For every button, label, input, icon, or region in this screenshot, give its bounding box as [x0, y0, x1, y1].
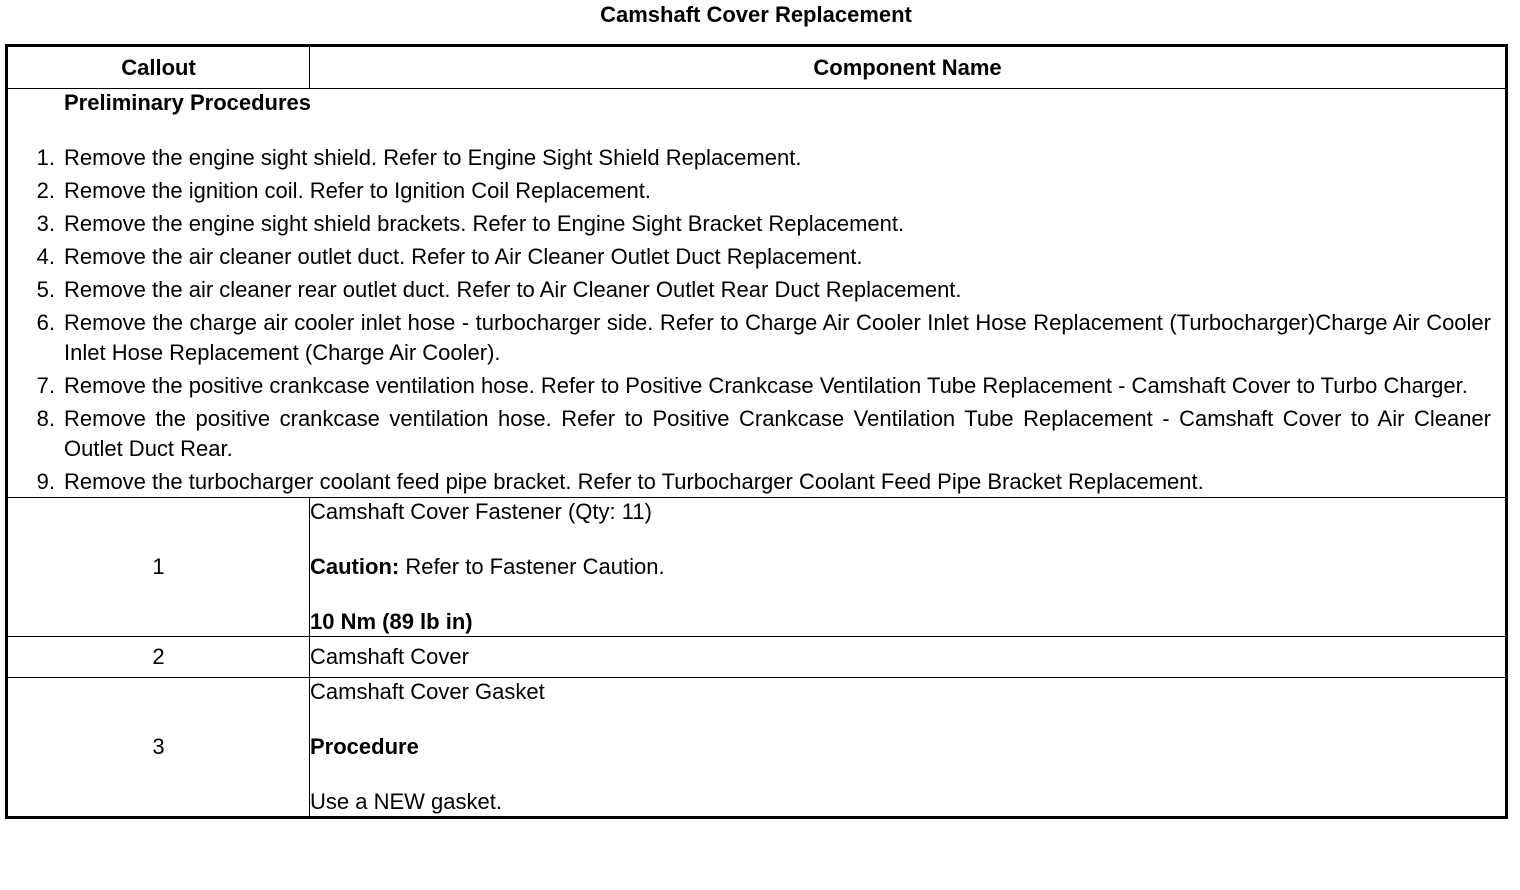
list-item	[8, 275, 1505, 305]
callout-number: 1	[7, 498, 310, 637]
component-name: Camshaft Cover	[310, 637, 1507, 678]
step-number: 6.	[36, 310, 55, 335]
procedure-label: Procedure	[310, 734, 419, 759]
step-text: Remove the air cleaner outlet duct. Refer to Air Cleaner Outlet Duct Replacement.	[64, 244, 863, 269]
step-number: 1.	[36, 145, 55, 170]
caution-note	[310, 553, 1505, 581]
component-cell	[310, 498, 1507, 637]
preliminary-procedures-heading: Preliminary Procedures	[64, 90, 312, 115]
callout-number: 3	[7, 678, 310, 818]
step-number: 9.	[36, 469, 55, 494]
step-text: Remove the positive crankcase ventilation hose. Refer to Positive Crankcase Ventilation Tube Replacement - Camshaft Cover to Turbo Charger.	[64, 373, 1468, 398]
step-number: 5.	[36, 277, 55, 302]
step-text: Remove the ignition coil. Refer to Ignition Coil Replacement.	[64, 178, 651, 203]
caution-text: Refer to Fastener Caution.	[399, 554, 665, 579]
table-header-row	[7, 46, 1507, 89]
step-text: Remove the positive crankcase ventilation hose. Refer to Positive Crankcase Ventilation Tube Replacement - Camshaft Cover to Air Cleaner Outlet Duct Rear.	[64, 406, 1491, 461]
callout-column-header: Callout	[7, 46, 310, 89]
step-number: 7.	[36, 373, 55, 398]
list-item	[8, 242, 1505, 272]
document-title: Camshaft Cover Replacement	[600, 2, 912, 27]
step-text: Remove the engine sight shield. Refer to Engine Sight Shield Replacement.	[64, 145, 802, 170]
step-number: 8.	[36, 406, 55, 431]
list-item	[8, 404, 1505, 464]
table-row	[7, 498, 1507, 637]
list-item	[8, 308, 1505, 368]
preliminary-steps-list	[8, 143, 1505, 497]
step-text: Remove the air cleaner rear outlet duct. Refer to Air Cleaner Outlet Rear Duct Replacement.	[64, 277, 962, 302]
component-name-column-header: Component Name	[310, 46, 1507, 89]
step-number: 3.	[36, 211, 55, 236]
callout-number: 2	[7, 637, 310, 678]
step-text: Remove the turbocharger coolant feed pipe bracket. Refer to Turbocharger Coolant Feed Pipe Bracket Replacement.	[64, 469, 1204, 494]
step-number: 4.	[36, 244, 55, 269]
list-item	[8, 143, 1505, 173]
component-name: Camshaft Cover Gasket	[310, 679, 545, 704]
component-cell	[310, 678, 1507, 818]
preliminary-procedures-row	[7, 89, 1507, 498]
list-item	[8, 371, 1505, 401]
component-name: Camshaft Cover Fastener (Qty: 11)	[310, 499, 652, 524]
procedure-text: Use a NEW gasket.	[310, 789, 502, 814]
step-text: Remove the charge air cooler inlet hose - turbocharger side. Refer to Charge Air Cooler Inlet Hose Replacement (Turbocharger)Charge Air Cooler Inlet Hose Replacement (Charge Air Cooler).	[64, 310, 1491, 365]
torque-spec: 10 Nm (89 lb in)	[310, 609, 473, 634]
preliminary-procedures-cell	[7, 89, 1507, 498]
table-row	[7, 637, 1507, 678]
list-item	[8, 467, 1505, 497]
table-row	[7, 678, 1507, 818]
step-text: Remove the engine sight shield brackets. Refer to Engine Sight Bracket Replacement.	[64, 211, 905, 236]
step-number: 2.	[36, 178, 55, 203]
list-item	[8, 176, 1505, 206]
component-table	[5, 44, 1508, 819]
list-item	[8, 209, 1505, 239]
caution-label: Caution:	[310, 554, 400, 579]
